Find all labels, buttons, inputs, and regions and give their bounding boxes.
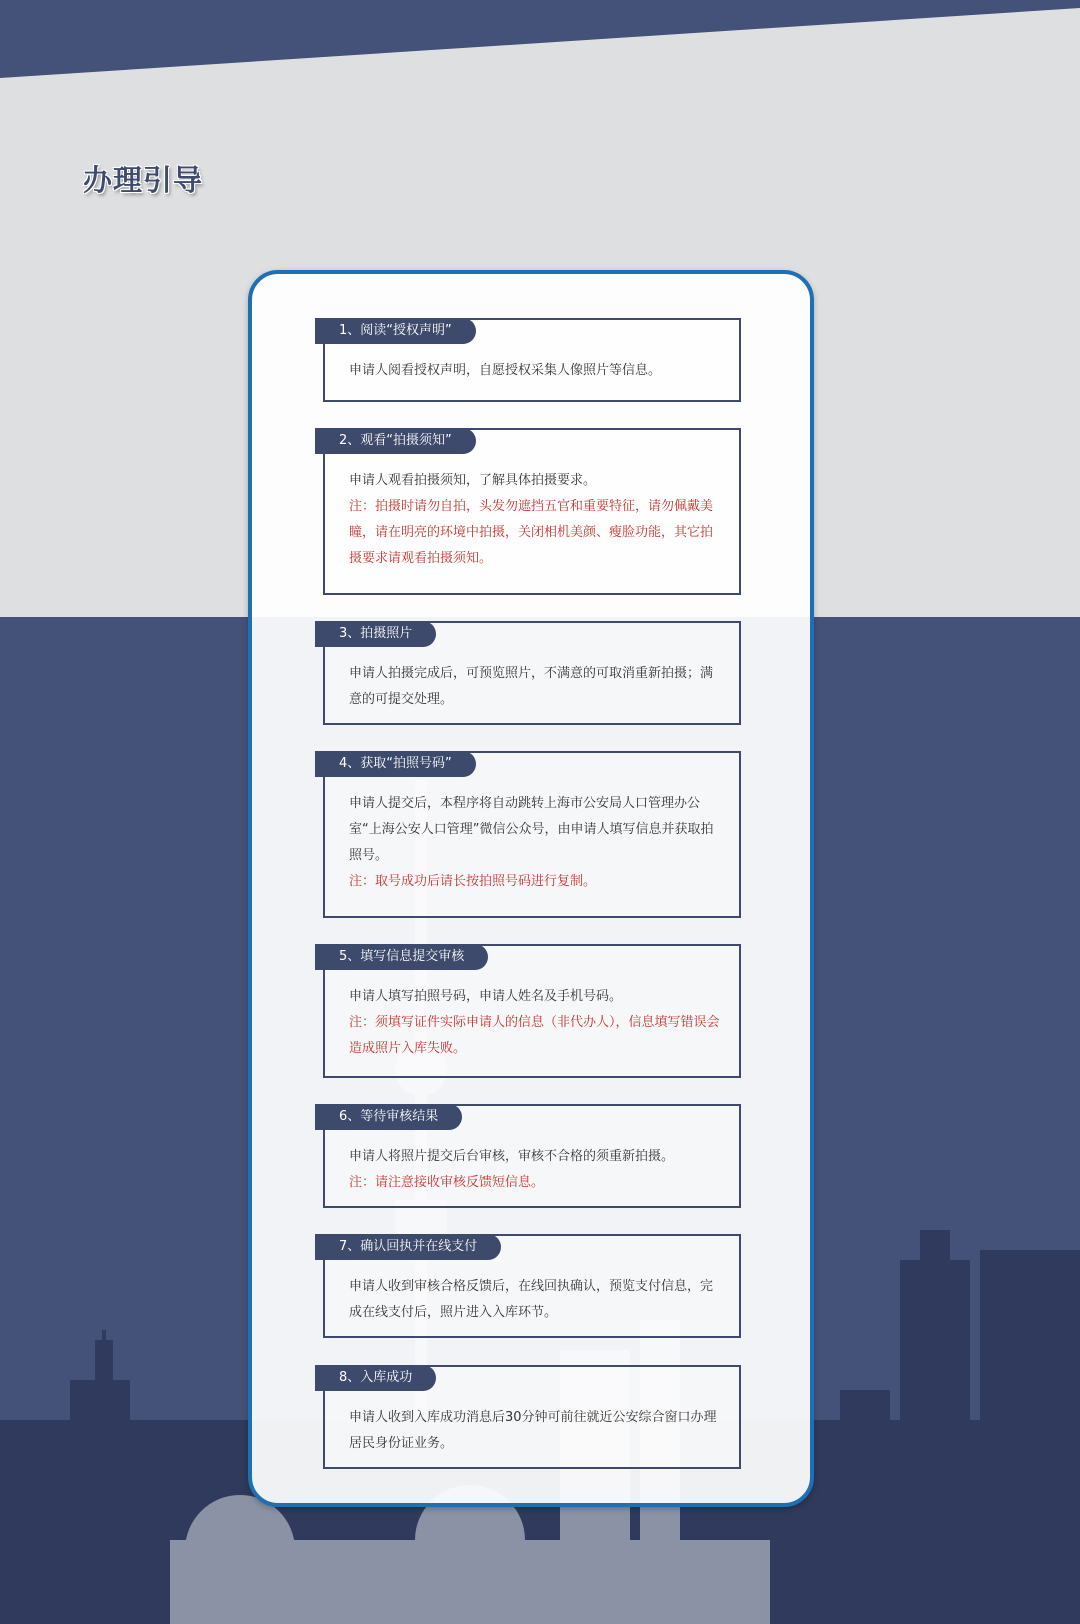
step-label: 6、等待审核结果: [315, 1104, 462, 1130]
step-label: 2、观看“拍摄须知”: [315, 428, 476, 454]
step-text: 申请人提交后，本程序将自动跳转上海市公安局人口管理办公室“上海公安人口管理”微信公众号，由申请人填写信息并获取拍照号。: [349, 796, 714, 863]
step-note: 注：请注意接收审核反馈短信息。: [349, 1175, 545, 1190]
step-label: 1、阅读“授权声明”: [315, 318, 476, 344]
step-label: 3、拍摄照片: [315, 621, 436, 647]
step-note: 注：拍摄时请勿自拍，头发勿遮挡五官和重要特征，请勿佩戴美瞳，请在明亮的环境中拍摄，关闭相机美颜、瘦脸功能，其它拍摄要求请观看拍摄须知。: [349, 499, 714, 566]
step-description: [349, 984, 723, 1062]
step-description: [349, 1405, 723, 1457]
step-text: 申请人阅看授权声明，自愿授权采集人像照片等信息。: [349, 363, 662, 378]
step-card: [323, 621, 741, 725]
step-label: 7、确认回执并在线支付: [315, 1234, 501, 1260]
step-card: [323, 751, 741, 918]
step-description: [349, 468, 723, 572]
step-label: 4、获取“拍照号码”: [315, 751, 476, 777]
step-text: 申请人收到入库成功消息后30分钟可前往就近公安综合窗口办理居民身份证业务。: [349, 1410, 717, 1451]
step-label: 8、入库成功: [315, 1365, 436, 1391]
step-card: [323, 318, 741, 402]
step-description: [349, 661, 723, 713]
step-description: [349, 791, 723, 895]
step-note: 注：取号成功后请长按拍照号码进行复制。: [349, 874, 597, 889]
step-note: 注：须填写证件实际申请人的信息（非代办人），信息填写错误会造成照片入库失败。: [349, 1015, 720, 1056]
step-text: 申请人收到审核合格反馈后，在线回执确认，预览支付信息，完成在线支付后，照片进入入库环节。: [349, 1279, 714, 1320]
step-label: 5、填写信息提交审核: [315, 944, 488, 970]
step-card: [323, 1234, 741, 1338]
step-card: [323, 1104, 741, 1208]
step-card: [323, 944, 741, 1078]
step-description: [349, 1144, 723, 1196]
step-text: 申请人拍摄完成后，可预览照片，不满意的可取消重新拍摄；满意的可提交处理。: [349, 666, 714, 707]
step-text: 申请人观看拍摄须知，了解具体拍摄要求。: [349, 473, 597, 488]
step-card: [323, 428, 741, 595]
step-card: [323, 1365, 741, 1469]
step-text: 申请人填写拍照号码，申请人姓名及手机号码。: [349, 989, 623, 1004]
step-description: [349, 358, 723, 384]
page-title: 办理引导: [83, 163, 204, 197]
step-description: [349, 1274, 723, 1326]
step-text: 申请人将照片提交后台审核，审核不合格的须重新拍摄。: [349, 1149, 675, 1164]
